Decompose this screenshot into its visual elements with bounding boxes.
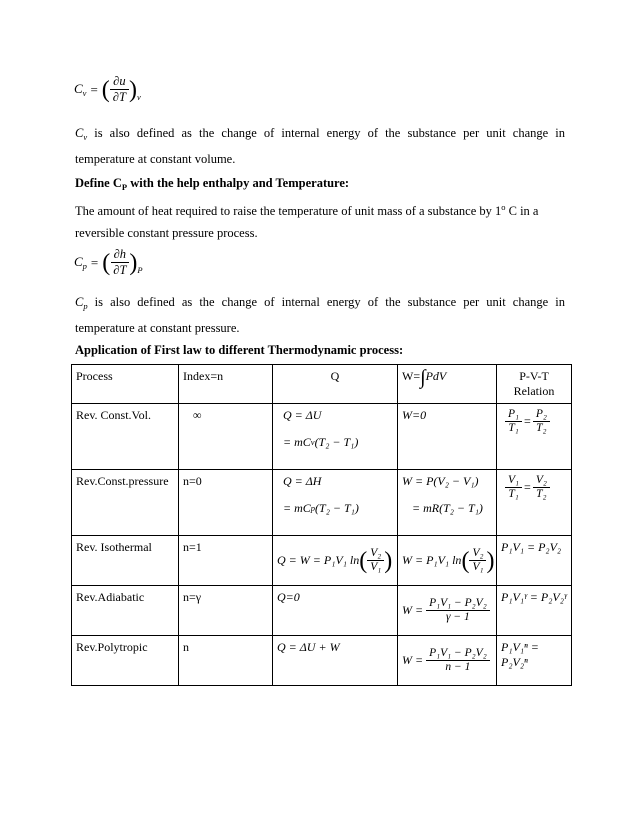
- row5-pvt: P₁V₁ⁿ = P₂V₂ⁿ: [497, 636, 572, 686]
- row1-pvt: $\frac{\text{P₁}}{\text{T₁}}$ = $\frac{\text{P₂}}{\text{T₂}}$: [497, 404, 572, 470]
- cv-formula-lhs: $C_v$: [74, 81, 87, 98]
- cp-symbol: $C_p$: [75, 295, 88, 311]
- row5-index: n: [179, 636, 273, 686]
- table-header-row: [72, 365, 572, 404]
- cp-formula: $C_p$ = ( $\frac{\partial h}{\partial T}$ ) $_P$: [74, 247, 143, 277]
- cv-paragraph: $C_v$ is also defined as the change of internal energy of the substance per unit change in temperature at constant volume.: [75, 126, 565, 166]
- row4-q: Q=0: [273, 586, 398, 636]
- row1-process: Rev. Const.Vol.: [72, 404, 179, 470]
- cp-definition-paragraph: The amount of heat required to raise the temperature of unit mass of a substance by 1$^o$ C in a reversible constant pressure process.: [75, 202, 539, 240]
- row2-w: W = P(V₂ − V₁) = mR(T₂ − T₁): [398, 470, 497, 536]
- cv-symbol: $C_v$: [75, 126, 88, 142]
- row1-q: Q = ΔU = mC v (T₂ − T₁): [273, 404, 398, 470]
- table-row: [72, 586, 572, 636]
- cp-formula-denominator: ∂T: [113, 263, 127, 277]
- header-process: Process: [72, 365, 179, 404]
- table-row: [72, 536, 572, 586]
- cp-formula-subscript: P: [137, 264, 143, 275]
- define-cp-heading: Define $C_P$ with the help enthalpy and Temperature:: [75, 176, 350, 192]
- table-row: [72, 404, 572, 470]
- row2-q: Q = ΔH = mC p (T₂ − T₁): [273, 470, 398, 536]
- row5-q: Q = ΔU + W: [273, 636, 398, 686]
- row1-w: W=0: [398, 404, 497, 470]
- application-heading: Application of First law to different Thermodynamic process:: [75, 343, 404, 357]
- row4-w: W = $\frac{\text{P₁V₁ − P₂V₂}}{\gamma - 1}$: [398, 586, 497, 636]
- row3-index: n=1: [179, 536, 273, 586]
- table-row: [72, 636, 572, 686]
- cv-formula-subscript: v: [136, 91, 141, 102]
- cv-formula: $C_v$ = ( $\frac{\partial u}{\partial T}$ ) $_v$: [74, 74, 141, 104]
- process-table: [71, 364, 572, 686]
- row1-index: ∞: [179, 404, 273, 470]
- row3-q: Q = W = P₁V₁ ln ( $\frac{\text{V₂}}{\text{V₁}}$ ): [273, 536, 398, 586]
- row4-pvt: P₁V₁ᵞ = P₂V₂ᵞ: [497, 586, 572, 636]
- row3-pvt: P₁V₁ = P₂V₂: [497, 536, 572, 586]
- row4-process: Rev.Adiabatic: [72, 586, 179, 636]
- table-row: [72, 470, 572, 536]
- header-index: Index=n: [179, 365, 273, 404]
- header-q: Q: [273, 365, 398, 404]
- cv-formula-denominator: ∂T: [112, 90, 126, 104]
- row2-pvt: $\frac{\text{V₁}}{\text{T₁}}$ = $\frac{\text{V₂}}{\text{T₂}}$: [497, 470, 572, 536]
- row4-index: n=γ: [179, 586, 273, 636]
- row5-process: Rev.Polytropic: [72, 636, 179, 686]
- cp-formula-lhs: $C_p$: [74, 254, 87, 271]
- row5-w: W = $\frac{\text{P₁V₁ − P₂V₂}}{n - 1}$: [398, 636, 497, 686]
- cv-formula-numerator: ∂u: [110, 74, 128, 90]
- header-pvt: P-V-T Relation: [497, 365, 572, 404]
- header-w: W=∫PdV: [398, 365, 497, 404]
- row2-process: Rev.Const.pressure: [72, 470, 179, 536]
- row3-w: W = P₁V₁ ln ( $\frac{\text{V₂}}{\text{V₁}}$ ): [398, 536, 497, 586]
- row3-process: Rev. Isothermal: [72, 536, 179, 586]
- cp-paragraph: $C_p$ is also defined as the change of internal energy of the substance per unit change in temperature at constant pressure.: [75, 295, 565, 335]
- row2-index: n=0: [179, 470, 273, 536]
- cp-formula-numerator: ∂h: [111, 247, 129, 263]
